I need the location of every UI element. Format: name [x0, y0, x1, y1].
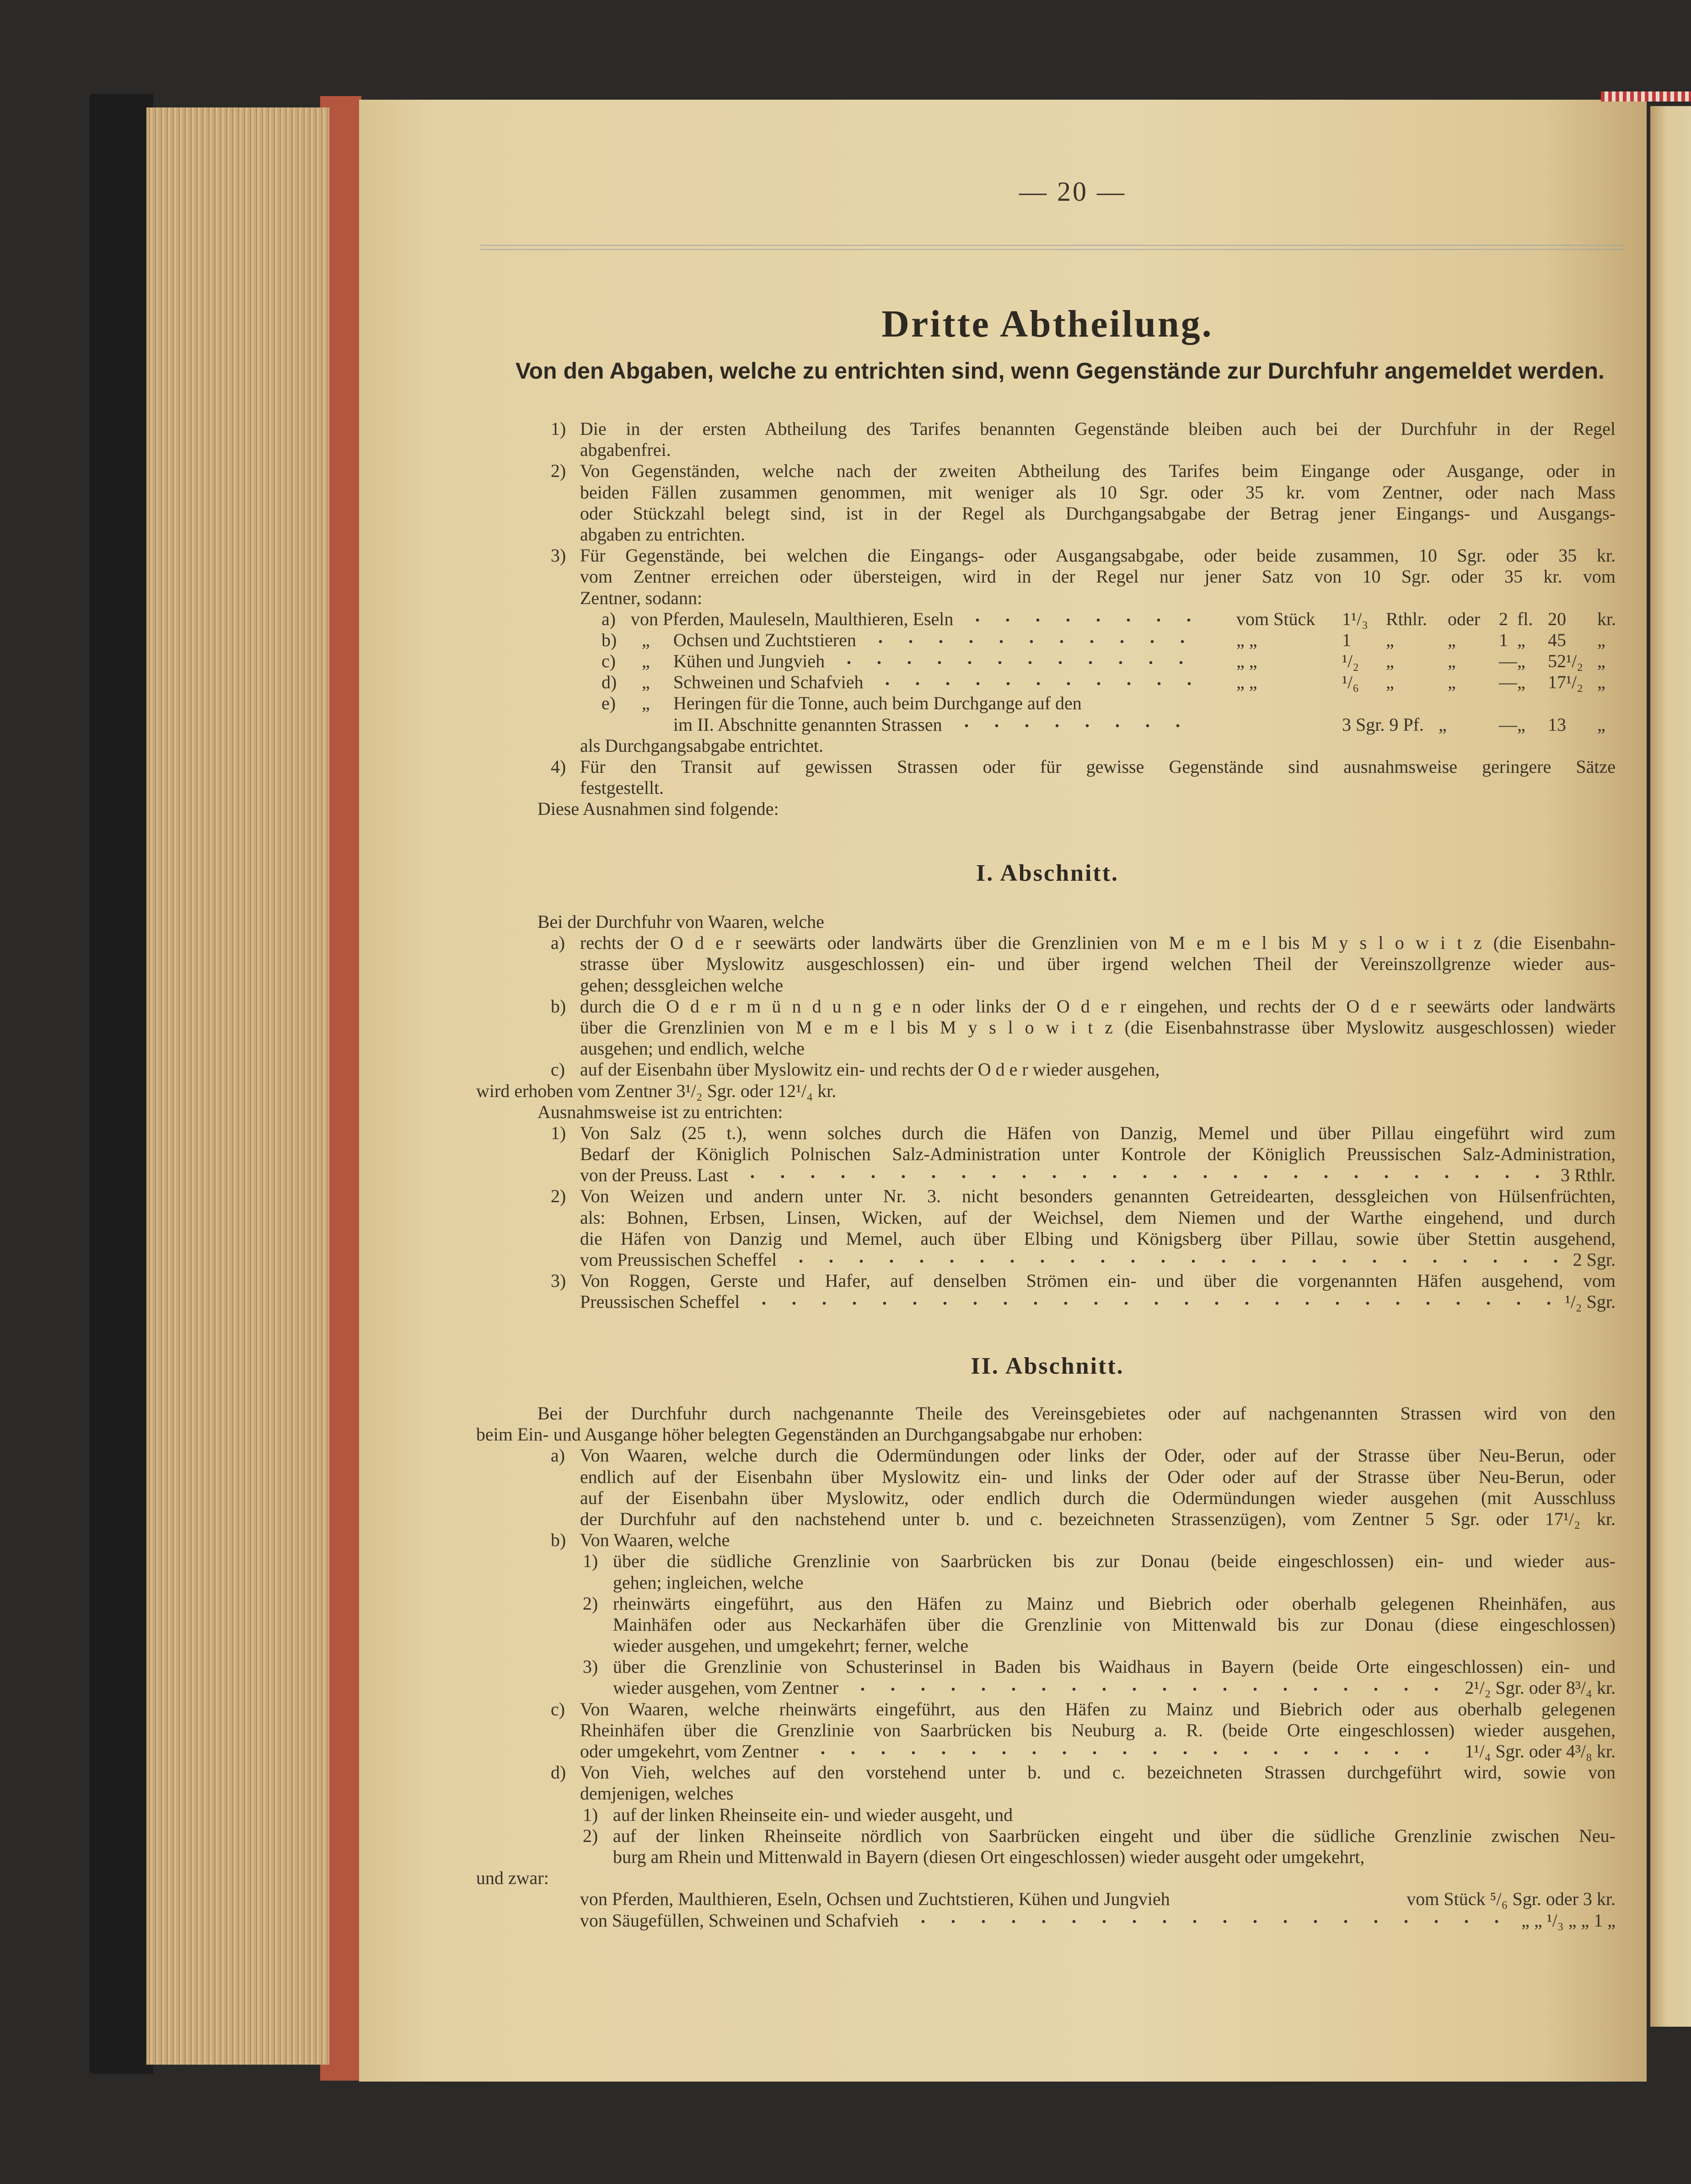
line-text: Von Vieh, welches auf den vorstehend unter b. und c. bezeichneten Strassen durchgeführt wird, sowie von	[580, 1762, 1616, 1783]
text-line	[0, 1677, 1691, 1698]
rate-value: ¹/₂ Sgr.	[1565, 1291, 1616, 1312]
text-line	[0, 1488, 1691, 1509]
rate-cell: „	[1386, 672, 1394, 693]
text-line	[0, 1059, 1691, 1080]
ditto-mark: „	[642, 672, 650, 693]
text-line	[0, 630, 1691, 651]
text-line	[0, 1889, 1691, 1910]
text-line	[0, 439, 1691, 460]
list-marker: 2)	[583, 1593, 598, 1614]
line-text: endlich auf der Eisenbahn über Myslowitz ein- und links der Oder oder auf der Strasse über Neu-Berun, oder	[580, 1466, 1616, 1487]
line-text: über die Grenzlinien von M e m e l bis M y s l o w i t z (die Eisenbahnstrasse über Myslowitz ausgeschlossen) wieder	[580, 1017, 1616, 1038]
line-text: Heringen für die Tonne, auch beim Durchgange auf den	[673, 693, 1082, 714]
text-line	[0, 735, 1691, 756]
text-line	[0, 1593, 1691, 1614]
section-1-text	[0, 911, 1691, 1313]
line-text: burg am Rhein und Mittenwald in Bayern (diesen Ort eingeschlossen) wieder ausgeht oder umgekehrt,	[613, 1846, 1365, 1867]
ditto-mark: „	[642, 629, 650, 650]
list-marker: d)	[551, 1762, 566, 1783]
rate-cell: „	[1517, 714, 1525, 735]
rate-cell: „ „	[1236, 629, 1257, 650]
text-line	[0, 1572, 1691, 1593]
rate-cell: „ „	[1236, 672, 1257, 693]
rate-cell: 17¹/₂	[1548, 672, 1584, 693]
ditto-mark: „	[642, 651, 650, 672]
rate-cell: 13	[1548, 714, 1566, 735]
line-text: Bei der Durchfuhr von Waaren, welche	[537, 911, 824, 932]
text-line	[0, 1123, 1691, 1144]
list-marker: 4)	[551, 756, 566, 777]
text-line	[0, 672, 1691, 693]
line-text: beim Ein- und Ausgange höher belegten Gegenständen an Durchgangsabgabe nur erhoben:	[476, 1424, 1143, 1445]
rate-cell: ¹/₆	[1342, 672, 1359, 693]
text-line	[0, 609, 1691, 630]
ditto-mark: „	[642, 693, 650, 714]
line-text: Diese Ausnahmen sind folgende:	[537, 798, 779, 819]
text-line	[0, 1614, 1691, 1635]
text-line	[0, 460, 1691, 482]
rate-cell: „	[1597, 672, 1605, 693]
line-text: rheinwärts eingeführt, aus den Häfen zu Mainz und Biebrich oder oberhalb gelegenen Rheinhäfen, aus	[613, 1593, 1616, 1614]
dot-leader	[848, 1677, 1455, 1698]
rate-cell: 1	[1499, 629, 1508, 650]
list-marker: 1)	[551, 418, 566, 439]
rate-cell: —	[1499, 672, 1517, 693]
text-line	[0, 1720, 1691, 1741]
general-provisions	[0, 418, 1691, 820]
text-line	[0, 975, 1691, 996]
line-text: Preussischen Scheffel	[580, 1291, 740, 1312]
line-text: beiden Fällen zusammen genommen, mit weniger als 10 Sgr. oder 35 kr. vom Zentner, oder nach Mass	[580, 482, 1616, 503]
line-text: oder Stückzahl belegt sind, ist in der Regel als Durchgangsabgabe der Betrag jener Eingangs- und Ausgangs-	[580, 503, 1616, 524]
text-line	[0, 1868, 1691, 1889]
list-marker: b)	[551, 996, 566, 1017]
text-line	[0, 1910, 1691, 1931]
rate-value: 2¹/₂ Sgr. oder 8³/₄ kr.	[1465, 1677, 1616, 1698]
rate-cell: 20	[1548, 608, 1566, 629]
text-line	[0, 1144, 1691, 1165]
text-line	[0, 588, 1691, 609]
text-line	[0, 1249, 1691, 1270]
line-text: von der Preuss. Last	[580, 1165, 729, 1186]
rate-value: vom Stück ⁵/₆ Sgr. oder 3 kr.	[1406, 1889, 1616, 1910]
line-text: wieder ausgehen, und umgekehrt; ferner, welche	[613, 1635, 968, 1656]
line-text: wird erhoben vom Zentner 3¹/₂ Sgr. oder 12¹/₄ kr.	[476, 1080, 837, 1101]
line-text: festgestellt.	[580, 777, 664, 798]
rate-cell: ¹/₂	[1342, 651, 1359, 672]
list-marker: 1)	[583, 1551, 598, 1572]
line-text: Ochsen und Zuchtstieren	[673, 629, 856, 650]
rate-cell: „	[1386, 651, 1394, 672]
text-line	[0, 932, 1691, 953]
line-text: über die Grenzlinie von Schusterinsel in Baden bis Waidhaus in Bayern (beide Orte eingeschlossen) ein- und	[613, 1656, 1616, 1677]
text-line	[0, 1081, 1691, 1102]
rate-cell: „	[1517, 651, 1525, 672]
line-text: Rheinhäfen über die Grenzlinie von Saarbrücken bis Neuburg a. R. (beide Orte eingeschlossen) wieder ausgehen,	[580, 1719, 1616, 1740]
line-text: von Pferden, Maulthieren, Eseln, Ochsen und Zuchtstieren, Kühen und Jungvieh	[580, 1889, 1170, 1910]
rate-cell: 2	[1499, 608, 1508, 629]
list-marker: d)	[601, 672, 617, 693]
line-text: Für den Transit auf gewissen Strassen oder für gewisse Gegenstände sind ausnahmsweise geringere Sätze	[580, 756, 1616, 777]
rate-value: 2 Sgr.	[1573, 1249, 1616, 1270]
list-marker: 2)	[551, 1186, 566, 1207]
dot-leader	[749, 1291, 1556, 1312]
text-line	[0, 756, 1691, 777]
line-text: als Durchgangsabgabe entrichtet.	[580, 735, 824, 756]
list-marker: a)	[551, 932, 565, 953]
text-line	[0, 566, 1691, 587]
line-text: und zwar:	[476, 1868, 549, 1889]
list-marker: 3)	[583, 1656, 598, 1677]
line-text: Für Gegenstände, bei welchen die Eingangs- oder Ausgangsabgabe, oder beide zusammen, 10 Sgr. oder 35 kr.	[580, 545, 1616, 566]
list-marker: 3)	[551, 545, 566, 566]
rate-value: 3 Rthlr.	[1560, 1165, 1616, 1186]
dot-leader	[737, 1165, 1551, 1186]
text-line	[0, 1635, 1691, 1656]
text-line	[0, 1207, 1691, 1228]
line-text: durch die O d e r m ü n d u n g e n oder links der O d e r eingehen, und rechts der O d e r seewärts oder landwärts	[580, 996, 1616, 1017]
page-number: — 20 —	[1019, 177, 1126, 207]
rate-cell: „	[1448, 629, 1456, 650]
list-marker: 3)	[551, 1270, 566, 1291]
line-text: auf der Eisenbahn über Myslowitz ein- und rechts der O d e r wieder ausgehen,	[580, 1059, 1160, 1080]
rate-cell: „ „	[1236, 651, 1257, 672]
text-line	[0, 953, 1691, 974]
line-text: von Pferden, Mauleseln, Maulthieren, Eseln	[631, 608, 954, 629]
rate-cell: —	[1499, 714, 1517, 735]
rate-cell: vom Stück	[1236, 608, 1315, 629]
text-line	[0, 1291, 1691, 1312]
section-2-text	[0, 1403, 1691, 1931]
line-text: abgabenfrei.	[580, 439, 671, 460]
line-text: auf der linken Rheinseite nördlich von Saarbrücken eingeht und über die südliche Grenzlinie zwischen Neu-	[613, 1825, 1616, 1846]
dot-leader	[872, 672, 1197, 693]
list-marker: 1)	[583, 1804, 598, 1825]
rate-cell: fl.	[1517, 608, 1533, 629]
rate-cell: „	[1597, 651, 1605, 672]
list-marker: 2)	[551, 460, 566, 482]
dot-leader	[786, 1249, 1563, 1270]
rate-cell: 1¹/₃	[1342, 608, 1369, 629]
text-line	[0, 1038, 1691, 1059]
rate-cell: „	[1386, 629, 1394, 650]
text-line	[0, 1509, 1691, 1530]
line-text: der Durchfuhr auf den nachstehend unter b. und c. bezeichneten Strassenzügen), vom Zentner 5 Sgr. oder 17¹/₂ kr.	[580, 1508, 1616, 1529]
text-line	[0, 1656, 1691, 1677]
text-line	[0, 798, 1691, 819]
list-marker: c)	[551, 1059, 565, 1080]
line-text: Ausnahmsweise ist zu entrichten:	[537, 1101, 783, 1122]
line-text: Von Weizen und andern unter Nr. 3. nicht besonders genannten Getreidearten, dessgleichen von Hülsenfrüchten,	[580, 1186, 1616, 1207]
chapter-title: Dritte Abtheilung.	[881, 303, 1213, 345]
text-line	[0, 1847, 1691, 1868]
text-line	[0, 911, 1691, 932]
line-text: Bedarf der Königlich Polnischen Salz-Administration unter Kontrole der Königlich Preussischen Salz-Administration,	[580, 1144, 1616, 1165]
rate-value: „ „ ¹/₃ „ „ 1 „	[1521, 1910, 1616, 1931]
section-heading: II. Abschnitt.	[971, 1353, 1124, 1379]
text-line	[0, 1699, 1691, 1720]
list-marker: c)	[601, 651, 616, 672]
line-text: als: Bohnen, Erbsen, Linsen, Wicken, auf der Weichsel, dem Niemen und der Warthe eingehend, und durch	[580, 1207, 1616, 1228]
text-line	[0, 1424, 1691, 1445]
line-text: die Häfen von Danzig und Memel, auch über Elbing und Königsberg über Pillau, sowie über Stettin ausgehend,	[580, 1228, 1616, 1249]
line-text: auf der Eisenbahn über Myslowitz, oder endlich durch die Odermündungen wieder ausgehen (mit Ausschluss	[580, 1487, 1616, 1508]
rate-cell: „	[1448, 672, 1456, 693]
line-text: strasse über Myslowitz ausgeschlossen) ein- und über irgend welchen Theil der Vereinszollgrenze wieder aus-	[580, 953, 1616, 974]
line-text: Die in der ersten Abtheilung des Tarifes benannten Gegenstände bleiben auch bei der Durchfuhr in der Regel	[580, 418, 1616, 439]
rate-cell: kr.	[1597, 608, 1616, 629]
rate-cell: —	[1499, 651, 1517, 672]
line-text: Von Gegenständen, welche nach der zweiten Abtheilung des Tarifes beim Eingange oder Ausgange, oder in	[580, 460, 1616, 482]
text-line	[0, 1445, 1691, 1466]
text-line	[0, 1228, 1691, 1249]
rate-cell: „	[1597, 714, 1605, 735]
list-marker: a)	[601, 608, 616, 629]
line-text: Schweinen und Schafvieh	[673, 672, 864, 693]
line-text: von Säugefüllen, Schweinen und Schafvieh	[580, 1910, 899, 1931]
dot-leader	[962, 609, 1197, 630]
text-line	[0, 1270, 1691, 1291]
bookmark-fringe	[1601, 91, 1691, 102]
text-line	[0, 1804, 1691, 1825]
text-line	[0, 1825, 1691, 1847]
text-line	[0, 1186, 1691, 1207]
line-text: Mainhäfen oder aus Neckarhäfen über die Grenzlinie von Mittenwald bis zur Donau (diese eingeschlossen)	[613, 1614, 1616, 1635]
line-text: Von Salz (25 t.), wenn solches durch die Häfen von Danzig, Memel und über Pillau eingeführt wird zum	[580, 1122, 1616, 1143]
dot-leader	[808, 1741, 1456, 1762]
line-text: Von Waaren, welche rheinwärts eingeführt, aus den Häfen zu Mainz und Biebrich oder aus oberhalb gelegenen	[580, 1698, 1616, 1719]
text-line	[0, 1403, 1691, 1424]
list-marker: 1)	[551, 1122, 566, 1143]
rate-cell: 3 Sgr. 9 Pf.	[1342, 714, 1424, 735]
line-text: Von Waaren, welche durch die Odermündungen oder links der Oder, oder auf der Strasse über Neu-Berun, oder	[580, 1445, 1616, 1466]
rate-cell: „	[1597, 629, 1605, 650]
line-text: Von Roggen, Gerste und Hafer, auf denselben Strömen ein- und über die vorgenannten Häfen ausgehend, vom	[580, 1270, 1616, 1291]
text-line	[0, 1017, 1691, 1038]
text-line	[0, 1530, 1691, 1551]
line-text: gehen; ingleichen, welche	[613, 1572, 804, 1593]
dot-leader	[865, 630, 1197, 651]
text-line	[0, 777, 1691, 798]
line-text: wieder ausgehen, vom Zentner	[613, 1677, 839, 1698]
line-text: ausgehen; und endlich, welche	[580, 1038, 805, 1059]
rate-value: 1¹/₄ Sgr. oder 4³/₈ kr.	[1465, 1741, 1616, 1761]
line-text: gehen; dessgleichen welche	[580, 974, 784, 996]
line-text: demjenigen, welches	[580, 1783, 734, 1804]
list-marker: a)	[551, 1445, 565, 1466]
line-text: vom Preussischen Scheffel	[580, 1249, 777, 1270]
text-line	[0, 503, 1691, 524]
rate-cell: Rthlr.	[1386, 608, 1428, 629]
line-text: vom Zentner erreichen oder übersteigen, wird in der Regel nur jener Satz von 10 Sgr. oder 35 kr. vom	[580, 566, 1616, 587]
list-marker: b)	[601, 629, 617, 650]
list-marker: b)	[551, 1530, 566, 1551]
line-text: oder umgekehrt, vom Zentner	[580, 1741, 799, 1761]
line-text: Bei der Durchfuhr durch nachgenannte Theile des Vereinsgebietes oder auf nachgenannten Strassen wird von den	[537, 1403, 1616, 1424]
dot-leader	[834, 651, 1197, 672]
text-line	[0, 1762, 1691, 1783]
rate-cell: „	[1517, 672, 1525, 693]
dot-leader	[908, 1910, 1513, 1931]
line-text: rechts der O d e r seewärts oder landwärts über die Grenzlinien von M e m e l bis M y s l o w i t z (die Eisenbahn-	[580, 932, 1616, 953]
list-marker: c)	[551, 1698, 565, 1719]
rate-cell: oder	[1448, 608, 1481, 629]
line-text: im II. Abschnitte genannten Strassen	[673, 714, 942, 735]
text-line	[0, 1783, 1691, 1804]
text-line	[0, 545, 1691, 566]
line-text: auf der linken Rheinseite ein- und wieder ausgeht, und	[613, 1804, 1013, 1825]
bleed-through-rule	[480, 245, 1624, 250]
text-line	[0, 1165, 1691, 1186]
text-line	[0, 1102, 1691, 1123]
text-line	[0, 1551, 1691, 1572]
line-text: Kühen und Jungvieh	[673, 651, 825, 672]
line-text: Zentner, sodann:	[580, 587, 703, 608]
line-text: abgaben zu entrichten.	[580, 524, 745, 545]
rate-cell: 1	[1342, 629, 1351, 650]
chapter-subtitle: Von den Abgaben, welche zu entrichten sind, wenn Gegenstände zur Durchfuhr angemeldet werden.	[515, 358, 1605, 384]
rate-cell: „	[1439, 714, 1447, 735]
text-line	[0, 693, 1691, 714]
text-line	[0, 1741, 1691, 1762]
text-line	[0, 1467, 1691, 1488]
text-line	[0, 996, 1691, 1017]
text-line	[0, 651, 1691, 672]
dot-leader	[951, 714, 1197, 735]
rate-cell: 52¹/₂	[1548, 651, 1584, 672]
rate-cell: 45	[1548, 629, 1566, 650]
text-line	[0, 524, 1691, 545]
list-marker: e)	[601, 693, 616, 714]
line-text: Von Waaren, welche	[580, 1530, 730, 1551]
text-line	[0, 714, 1691, 735]
list-marker: 2)	[583, 1825, 598, 1846]
rate-cell: „	[1517, 629, 1525, 650]
text-line	[0, 418, 1691, 439]
line-text: über die südliche Grenzlinie von Saarbrücken bis zur Donau (beide eingeschlossen) ein- und wieder aus-	[613, 1551, 1616, 1572]
section-heading: I. Abschnitt.	[976, 860, 1119, 886]
text-line	[0, 482, 1691, 503]
rate-cell: „	[1448, 651, 1456, 672]
